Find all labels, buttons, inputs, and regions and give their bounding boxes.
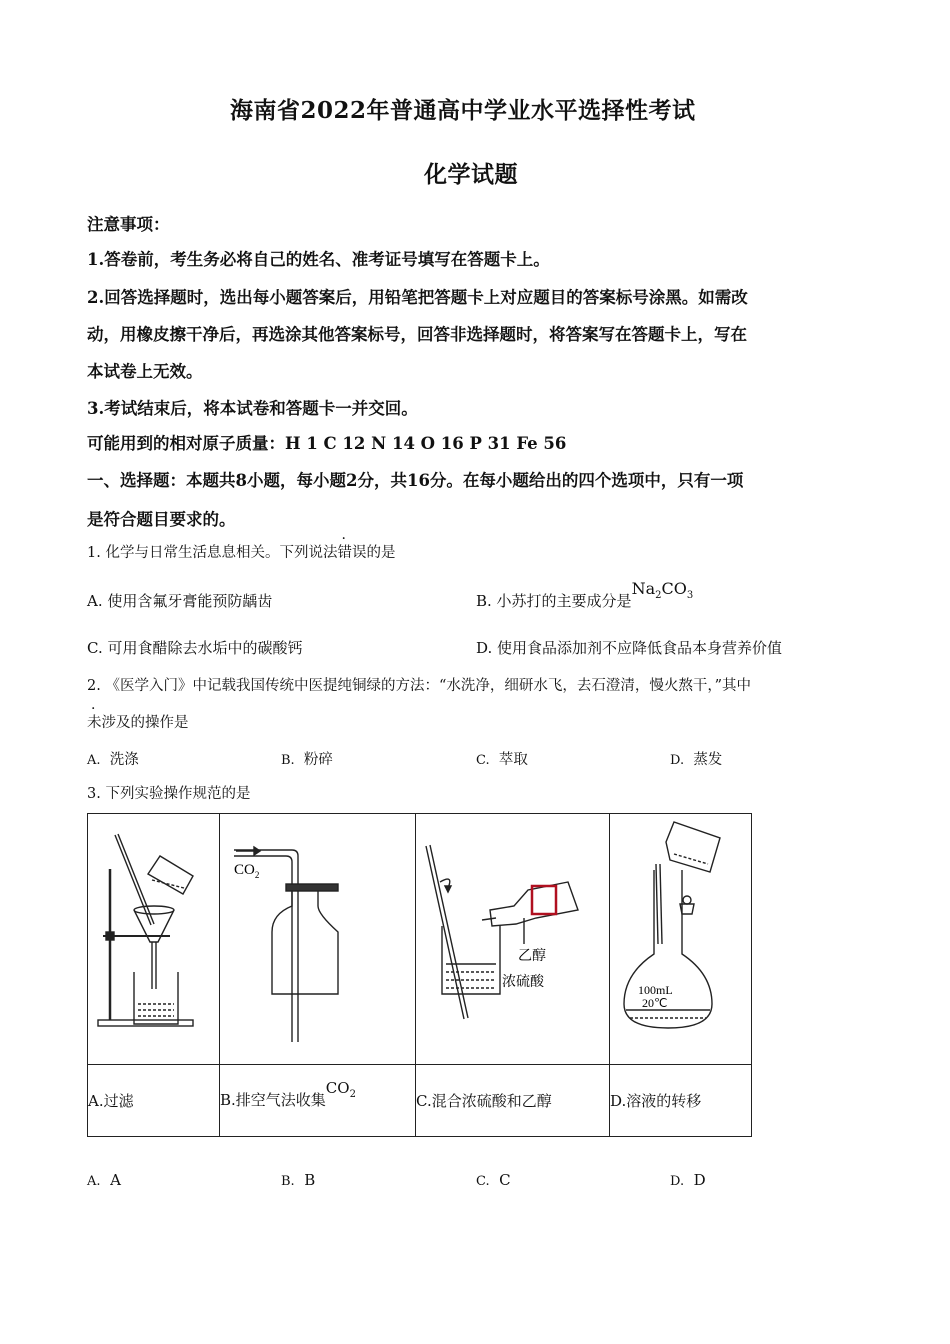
- q1-stem: [87, 541, 395, 562]
- q2-stem-post: 的操作是: [130, 715, 189, 731]
- q1-option-b-formula: $Na_2CO_3$: [631, 579, 694, 601]
- caption-d: D.溶液的转移: [610, 1065, 752, 1137]
- fig-d-temperature-label: 20℃: [642, 996, 668, 1010]
- caption-b-gas: $CO_2$: [325, 1079, 356, 1100]
- q2-stem-line-1: 2. 《医学入门》中记载我国传统中医提纯铜绿的方法：“水洗净，细研水飞，去石澄清，慢火熬干，”其中: [87, 678, 752, 694]
- mixing-acid-figure: [416, 814, 609, 1060]
- notice-item-2-line-2: 动，用橡皮擦干净后，再选涂其他答案标号，回答非选择题时，将答案写在答题卡上，写在: [87, 325, 747, 344]
- notice-item-2-line-1: 2.回答选择题时，选出每小题答案后，用铅笔把答题卡上对应题目的答案标号涂黑。如需改: [87, 288, 748, 307]
- solution-transfer-figure: [610, 814, 751, 1060]
- fig-b-gas-label: $CO_2$: [234, 862, 260, 880]
- notice-item-2-line-3: 本试卷上无效。: [87, 362, 203, 381]
- q3-option-b: B. B: [281, 1171, 316, 1189]
- notice-heading: 注意事项：: [87, 215, 170, 234]
- gas-collection-figure: [220, 814, 415, 1060]
- q2-option-c: C. 萃取: [476, 752, 528, 768]
- q3-option-c: C. C: [476, 1171, 511, 1189]
- q1-option-b: [476, 579, 694, 613]
- caption-c: C.混合浓硫酸和乙醇: [416, 1065, 610, 1137]
- fig-c-acid-label: 浓硫酸: [502, 975, 544, 990]
- q3-stem: 3. 下列实验操作规范的是: [87, 786, 251, 802]
- figure-a-cell: [88, 814, 220, 1065]
- notice-item-1: 1.答卷前，考生务必将自己的姓名、准考证号填写在答题卡上。: [87, 250, 550, 269]
- q3-figure-table: [87, 813, 752, 1137]
- figure-c-cell: [416, 814, 610, 1065]
- q2-option-a: A. 洗涤: [87, 752, 139, 768]
- section-1-line-2: 是符合题目要求的。: [87, 510, 236, 529]
- q3-option-a: A. A: [87, 1171, 121, 1189]
- q1-option-c: C. 可用食醋除去水垢中的碳酸钙: [87, 639, 303, 657]
- q2-option-b: B. 粉碎: [281, 752, 333, 768]
- q1-stem-emphasis: 错误: [337, 545, 367, 561]
- caption-b: B.排空气法收集$CO_2$: [220, 1065, 416, 1137]
- notice-item-3: 3.考试结束后，将本试卷和答题卡一并交回。: [87, 399, 418, 418]
- q1-option-a: A. 使用含氟牙膏能预防龋齿: [87, 592, 273, 610]
- section-1-line-1: 一、选择题：本题共8小题，每小题2分，共16分。在每小题给出的四个选项中，只有一项: [87, 471, 744, 490]
- q1-stem-post: 的是: [366, 545, 396, 561]
- atomic-mass-line: 可能用到的相对原子质量：H 1 C 12 N 14 O 16 P 31 Fe 56: [87, 434, 567, 453]
- figure-d-cell: [610, 814, 752, 1065]
- q3-option-d: D. D: [670, 1171, 706, 1189]
- exam-subtitle: 化学试题: [424, 161, 518, 188]
- exam-title: 海南省2022年普通高中学业水平选择性考试: [230, 97, 696, 124]
- q1-stem-pre: 1. 化学与日常生活息息相关。下列说法: [87, 545, 338, 561]
- q2-option-d: D. 蒸发: [670, 752, 723, 768]
- fig-d-volume-label: 100mL: [638, 983, 673, 997]
- q1-option-d: D. 使用食品添加剂不应降低食品本身营养价值: [476, 639, 783, 657]
- caption-a: A.过滤: [88, 1065, 220, 1137]
- fig-c-ethanol-label: 乙醇: [518, 949, 546, 964]
- q2-stem-line-2: [87, 711, 189, 732]
- q2-stem-emphasis: 未涉及: [87, 715, 131, 731]
- figure-b-cell: [220, 814, 416, 1065]
- q1-option-b-text: B. 小苏打的主要成分是: [476, 592, 632, 610]
- filtration-apparatus-figure: [88, 814, 219, 1060]
